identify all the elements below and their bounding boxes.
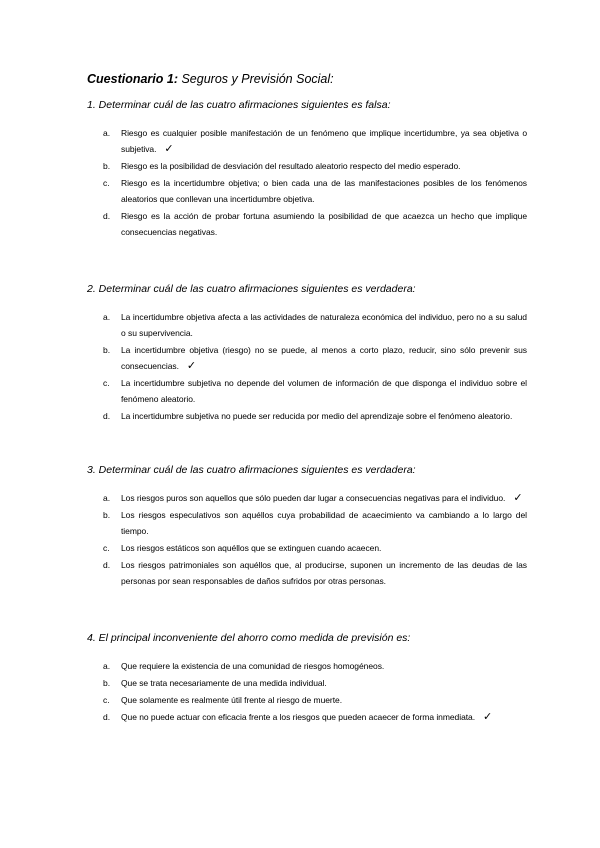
option-text: Riesgo es cualquier posible manifestación de un fenómeno que implique incertidumbre, ya sea objetiva o subjetiva. — [121, 128, 527, 154]
option-letter: a. — [103, 661, 111, 671]
option-text-wrapper — [121, 408, 527, 424]
answer-option — [87, 408, 527, 424]
check-mark-icon: ✓ — [483, 711, 493, 723]
option-text-wrapper — [121, 158, 527, 174]
question-3 — [87, 464, 527, 590]
check-mark-icon: ✓ — [186, 360, 197, 372]
option-text-wrapper — [121, 375, 527, 407]
option-letter: a. — [103, 128, 111, 138]
option-letter: b. — [103, 510, 111, 520]
option-letter: b. — [103, 345, 111, 355]
option-text: Que requiere la existencia de una comunidad de riesgos homogéneos. — [121, 661, 385, 671]
option-text-wrapper — [121, 175, 527, 207]
answer-option — [87, 692, 527, 708]
answer-option — [87, 540, 527, 556]
answer-option — [87, 175, 527, 207]
option-letter: b. — [103, 161, 111, 171]
option-letter: c. — [103, 178, 110, 188]
option-text: Los riesgos puros son aquellos que sólo pueden dar lugar a consecuencias negativas para el individuo. — [121, 493, 506, 503]
answer-option — [87, 557, 527, 589]
option-text-wrapper — [121, 208, 527, 240]
answer-option — [87, 342, 527, 374]
option-letter: b. — [103, 678, 111, 688]
answer-option — [87, 158, 527, 174]
question-text: 4. El principal inconveniente del ahorro como medida de previsión es: — [87, 632, 411, 644]
page-title — [87, 72, 334, 86]
option-letter: c. — [103, 378, 110, 388]
option-text: Riesgo es la acción de probar fortuna asumiendo la posibilidad de que acaezca un hecho que implique consecuencias negativas. — [121, 211, 527, 237]
question-text: 1. Determinar cuál de las cuatro afirmaciones siguientes es falsa: — [87, 99, 391, 111]
option-text: Los riesgos especulativos son aquéllos cuya probabilidad de acaecimiento va cambiando a lo largo del tiempo. — [121, 510, 527, 536]
answer-option — [87, 709, 527, 725]
option-text-wrapper — [121, 309, 527, 341]
option-text-wrapper — [121, 342, 527, 374]
option-letter: d. — [103, 411, 111, 421]
option-text: Riesgo es la incertidumbre objetiva; o bien cada una de las manifestaciones posibles de los fenómenos aleatorios que conllevan una incertidumbre objetiva. — [121, 178, 527, 204]
title-bold: Cuestionario 1: — [87, 72, 178, 86]
option-text: La incertidumbre subjetiva no depende del volumen de información de que disponga el individuo sobre el fenómeno aleatorio. — [121, 378, 527, 404]
check-mark-icon: ✓ — [513, 492, 523, 504]
option-text: Que no puede actuar con eficacia frente a los riesgos que pueden acaecer de forma inmediata. — [121, 712, 476, 722]
option-text-wrapper — [121, 507, 527, 539]
question-4 — [87, 632, 527, 726]
question-text: 3. Determinar cuál de las cuatro afirmaciones siguientes es verdadera: — [87, 464, 416, 476]
title-rest: Seguros y Previsión Social: — [178, 72, 334, 86]
option-letter: d. — [103, 712, 111, 722]
option-text: Que se trata necesariamente de una medida individual. — [121, 678, 327, 688]
option-letter: a. — [103, 312, 111, 322]
answer-option — [87, 490, 527, 506]
option-text-wrapper — [121, 540, 527, 556]
question-text: 2. Determinar cuál de las cuatro afirmaciones siguientes es verdadera: — [87, 283, 416, 295]
option-text-wrapper — [121, 709, 527, 725]
question-1 — [87, 99, 527, 241]
option-text-wrapper — [121, 692, 527, 708]
option-text: La incertidumbre objetiva afecta a las actividades de naturaleza económica del individuo, pero no a su salud o su supervivencia. — [121, 312, 527, 338]
option-letter: d. — [103, 211, 111, 221]
answer-option — [87, 658, 527, 674]
option-text: La incertidumbre objetiva (riesgo) no se puede, al menos a corto plazo, reducir, sino sólo prevenir sus consecuencias. — [121, 345, 527, 371]
option-text-wrapper — [121, 557, 527, 589]
answer-option — [87, 309, 527, 341]
answer-option — [87, 375, 527, 407]
option-letter: c. — [103, 543, 110, 553]
option-text: Los riesgos patrimoniales son aquéllos que, al producirse, suponen un incremento de las deudas de las personas por sean responsables de daños sufridos por otras personas. — [121, 560, 527, 586]
option-text: La incertidumbre subjetiva no puede ser reducida por medio del aprendizaje sobre el fenómeno aleatorio. — [121, 411, 513, 421]
answer-option — [87, 125, 527, 157]
option-text-wrapper — [121, 125, 527, 157]
option-text: Riesgo es la posibilidad de desviación del resultado aleatorio respecto del medio esperado. — [121, 161, 461, 171]
option-text-wrapper — [121, 675, 527, 691]
option-letter: a. — [103, 493, 111, 503]
answer-option — [87, 675, 527, 691]
question-2 — [87, 283, 527, 425]
option-text-wrapper — [121, 658, 527, 674]
option-letter: c. — [103, 695, 110, 705]
answer-option — [87, 208, 527, 240]
option-text-wrapper — [121, 490, 527, 506]
option-text: Que solamente es realmente útil frente al riesgo de muerte. — [121, 695, 343, 705]
answer-option — [87, 507, 527, 539]
option-letter: d. — [103, 560, 111, 570]
option-text: Los riesgos estáticos son aquéllos que se extinguen cuando acaecen. — [121, 543, 382, 553]
check-mark-icon: ✓ — [164, 143, 174, 155]
